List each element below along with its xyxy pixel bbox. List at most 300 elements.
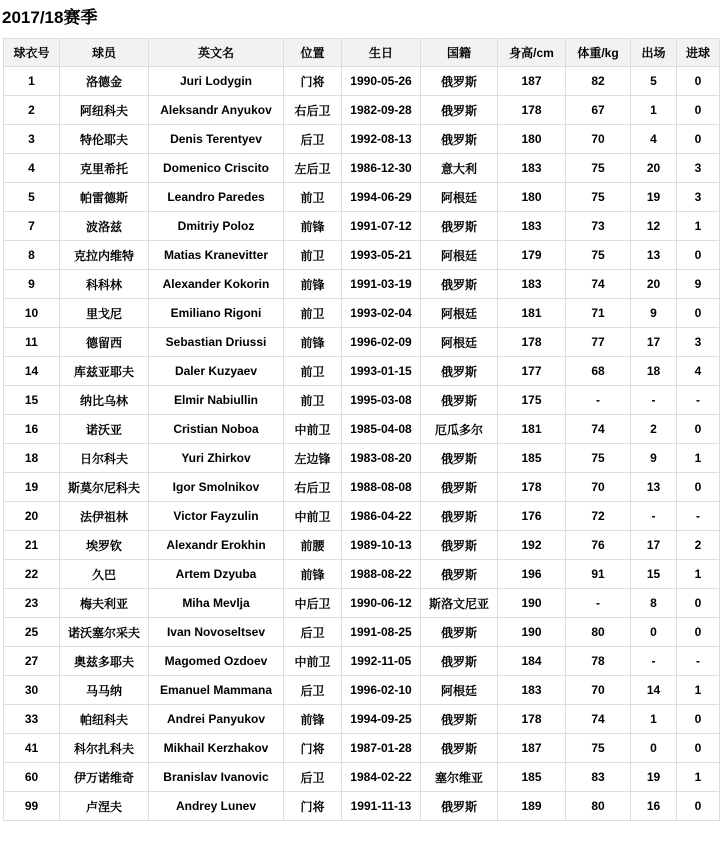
- cell-birthday: 1996-02-10: [342, 676, 421, 705]
- cell-birthday: 1987-01-28: [342, 734, 421, 763]
- cell-birthday: 1991-11-13: [342, 792, 421, 821]
- table-row: [4, 270, 720, 299]
- cell-player-name: 诺沃塞尔采夫: [60, 618, 149, 647]
- cell-goals: 0: [677, 125, 720, 154]
- cell-player-name: 纳比乌林: [60, 386, 149, 415]
- cell-birthday: 1995-03-08: [342, 386, 421, 415]
- cell-english-name: Emanuel Mammana: [149, 676, 284, 705]
- cell-jersey-number: 23: [4, 589, 60, 618]
- cell-english-name: Matias Kranevitter: [149, 241, 284, 270]
- cell-nationality: 阿根廷: [421, 241, 498, 270]
- cell-appearances: 20: [631, 154, 677, 183]
- cell-player-name: 科尔扎科夫: [60, 734, 149, 763]
- table-row: [4, 763, 720, 792]
- cell-goals: 0: [677, 241, 720, 270]
- cell-nationality: 意大利: [421, 154, 498, 183]
- cell-height: 183: [498, 154, 566, 183]
- cell-height: 177: [498, 357, 566, 386]
- cell-player-name: 阿纽科夫: [60, 96, 149, 125]
- cell-position: 前腰: [284, 531, 342, 560]
- cell-position: 中前卫: [284, 502, 342, 531]
- cell-weight: 74: [566, 705, 631, 734]
- table-row: [4, 96, 720, 125]
- cell-goals: 0: [677, 67, 720, 96]
- cell-jersey-number: 19: [4, 473, 60, 502]
- table-row: [4, 415, 720, 444]
- table-row: [4, 386, 720, 415]
- cell-english-name: Alexander Kokorin: [149, 270, 284, 299]
- cell-weight: 82: [566, 67, 631, 96]
- cell-goals: 3: [677, 328, 720, 357]
- cell-jersey-number: 20: [4, 502, 60, 531]
- table-header: [4, 39, 720, 67]
- cell-nationality: 俄罗斯: [421, 96, 498, 125]
- cell-goals: 3: [677, 183, 720, 212]
- cell-weight: -: [566, 589, 631, 618]
- cell-position: 前卫: [284, 241, 342, 270]
- cell-height: 185: [498, 763, 566, 792]
- cell-goals: 0: [677, 299, 720, 328]
- season-roster-table: [3, 38, 720, 821]
- cell-weight: 70: [566, 676, 631, 705]
- cell-birthday: 1992-11-05: [342, 647, 421, 676]
- table-row: [4, 183, 720, 212]
- cell-weight: 75: [566, 241, 631, 270]
- cell-jersey-number: 10: [4, 299, 60, 328]
- cell-position: 后卫: [284, 618, 342, 647]
- cell-height: 178: [498, 473, 566, 502]
- column-header-nationality: 国籍: [421, 39, 498, 67]
- cell-english-name: Miha Mevlja: [149, 589, 284, 618]
- cell-goals: 1: [677, 444, 720, 473]
- cell-appearances: 15: [631, 560, 677, 589]
- cell-jersey-number: 21: [4, 531, 60, 560]
- cell-weight: 72: [566, 502, 631, 531]
- cell-birthday: 1985-04-08: [342, 415, 421, 444]
- cell-nationality: 俄罗斯: [421, 270, 498, 299]
- cell-position: 左边锋: [284, 444, 342, 473]
- cell-player-name: 卢涅夫: [60, 792, 149, 821]
- cell-player-name: 诺沃亚: [60, 415, 149, 444]
- cell-goals: 0: [677, 734, 720, 763]
- cell-appearances: -: [631, 647, 677, 676]
- cell-height: 183: [498, 270, 566, 299]
- table-row: [4, 67, 720, 96]
- cell-height: 192: [498, 531, 566, 560]
- cell-weight: 74: [566, 270, 631, 299]
- cell-position: 前锋: [284, 270, 342, 299]
- cell-nationality: 阿根廷: [421, 676, 498, 705]
- cell-height: 178: [498, 328, 566, 357]
- cell-nationality: 俄罗斯: [421, 734, 498, 763]
- cell-appearances: 5: [631, 67, 677, 96]
- cell-jersey-number: 5: [4, 183, 60, 212]
- cell-player-name: 马马纳: [60, 676, 149, 705]
- cell-birthday: 1993-05-21: [342, 241, 421, 270]
- table-row: [4, 705, 720, 734]
- column-header-player-name: 球员: [60, 39, 149, 67]
- cell-nationality: 俄罗斯: [421, 618, 498, 647]
- cell-jersey-number: 25: [4, 618, 60, 647]
- cell-jersey-number: 33: [4, 705, 60, 734]
- table-row: [4, 531, 720, 560]
- cell-appearances: 14: [631, 676, 677, 705]
- cell-appearances: 0: [631, 734, 677, 763]
- cell-weight: 75: [566, 734, 631, 763]
- cell-birthday: 1988-08-08: [342, 473, 421, 502]
- cell-position: 中前卫: [284, 415, 342, 444]
- cell-jersey-number: 1: [4, 67, 60, 96]
- cell-appearances: 19: [631, 763, 677, 792]
- cell-height: 176: [498, 502, 566, 531]
- cell-appearances: 4: [631, 125, 677, 154]
- cell-nationality: 俄罗斯: [421, 792, 498, 821]
- cell-english-name: Ivan Novoseltsev: [149, 618, 284, 647]
- cell-jersey-number: 9: [4, 270, 60, 299]
- cell-nationality: 俄罗斯: [421, 444, 498, 473]
- cell-height: 187: [498, 734, 566, 763]
- cell-english-name: Dmitriy Poloz: [149, 212, 284, 241]
- cell-weight: 68: [566, 357, 631, 386]
- cell-player-name: 奥兹多耶夫: [60, 647, 149, 676]
- cell-jersey-number: 14: [4, 357, 60, 386]
- cell-position: 前锋: [284, 328, 342, 357]
- cell-appearances: 13: [631, 241, 677, 270]
- cell-nationality: 俄罗斯: [421, 357, 498, 386]
- cell-position: 门将: [284, 67, 342, 96]
- cell-nationality: 俄罗斯: [421, 125, 498, 154]
- cell-weight: 74: [566, 415, 631, 444]
- cell-height: 179: [498, 241, 566, 270]
- cell-height: 190: [498, 589, 566, 618]
- cell-player-name: 里戈尼: [60, 299, 149, 328]
- cell-goals: 0: [677, 618, 720, 647]
- table-row: [4, 473, 720, 502]
- cell-appearances: -: [631, 386, 677, 415]
- column-header-jersey-number: 球衣号: [4, 39, 60, 67]
- column-header-height: 身高/cm: [498, 39, 566, 67]
- cell-jersey-number: 60: [4, 763, 60, 792]
- cell-birthday: 1991-08-25: [342, 618, 421, 647]
- cell-player-name: 特伦耶夫: [60, 125, 149, 154]
- cell-english-name: Yuri Zhirkov: [149, 444, 284, 473]
- cell-player-name: 科科林: [60, 270, 149, 299]
- cell-goals: 9: [677, 270, 720, 299]
- cell-goals: 0: [677, 589, 720, 618]
- cell-english-name: Sebastian Driussi: [149, 328, 284, 357]
- cell-player-name: 斯莫尔尼科夫: [60, 473, 149, 502]
- cell-player-name: 帕纽科夫: [60, 705, 149, 734]
- table-row: [4, 647, 720, 676]
- cell-nationality: 俄罗斯: [421, 502, 498, 531]
- cell-goals: 1: [677, 676, 720, 705]
- cell-english-name: Aleksandr Anyukov: [149, 96, 284, 125]
- cell-english-name: Branislav Ivanovic: [149, 763, 284, 792]
- cell-nationality: 塞尔维亚: [421, 763, 498, 792]
- cell-player-name: 久巴: [60, 560, 149, 589]
- cell-birthday: 1994-09-25: [342, 705, 421, 734]
- cell-position: 门将: [284, 792, 342, 821]
- cell-birthday: 1983-08-20: [342, 444, 421, 473]
- cell-english-name: Alexandr Erokhin: [149, 531, 284, 560]
- table-row: [4, 502, 720, 531]
- cell-position: 前锋: [284, 212, 342, 241]
- cell-appearances: 12: [631, 212, 677, 241]
- cell-birthday: 1984-02-22: [342, 763, 421, 792]
- cell-appearances: 1: [631, 96, 677, 125]
- cell-weight: 91: [566, 560, 631, 589]
- cell-english-name: Andrei Panyukov: [149, 705, 284, 734]
- cell-weight: 77: [566, 328, 631, 357]
- cell-weight: 67: [566, 96, 631, 125]
- cell-nationality: 俄罗斯: [421, 705, 498, 734]
- cell-nationality: 俄罗斯: [421, 647, 498, 676]
- cell-english-name: Victor Fayzulin: [149, 502, 284, 531]
- cell-height: 187: [498, 67, 566, 96]
- cell-player-name: 法伊祖林: [60, 502, 149, 531]
- header-row: [4, 39, 720, 67]
- cell-goals: -: [677, 647, 720, 676]
- cell-appearances: 20: [631, 270, 677, 299]
- cell-appearances: 8: [631, 589, 677, 618]
- table-row: [4, 241, 720, 270]
- table-row: [4, 792, 720, 821]
- cell-position: 左后卫: [284, 154, 342, 183]
- cell-birthday: 1994-06-29: [342, 183, 421, 212]
- table-row: [4, 676, 720, 705]
- column-header-birthday: 生日: [342, 39, 421, 67]
- cell-appearances: 18: [631, 357, 677, 386]
- cell-player-name: 克里希托: [60, 154, 149, 183]
- cell-birthday: 1988-08-22: [342, 560, 421, 589]
- cell-nationality: 厄瓜多尔: [421, 415, 498, 444]
- cell-appearances: 17: [631, 531, 677, 560]
- column-header-english-name: 英文名: [149, 39, 284, 67]
- cell-jersey-number: 30: [4, 676, 60, 705]
- table-row: [4, 589, 720, 618]
- cell-goals: 1: [677, 560, 720, 589]
- cell-weight: 75: [566, 183, 631, 212]
- cell-english-name: Denis Terentyev: [149, 125, 284, 154]
- cell-position: 后卫: [284, 763, 342, 792]
- cell-goals: 0: [677, 792, 720, 821]
- cell-appearances: 9: [631, 444, 677, 473]
- cell-height: 185: [498, 444, 566, 473]
- cell-player-name: 库兹亚耶夫: [60, 357, 149, 386]
- cell-player-name: 梅夫利亚: [60, 589, 149, 618]
- cell-english-name: Igor Smolnikov: [149, 473, 284, 502]
- cell-english-name: Emiliano Rigoni: [149, 299, 284, 328]
- cell-birthday: 1991-07-12: [342, 212, 421, 241]
- cell-jersey-number: 22: [4, 560, 60, 589]
- table-row: [4, 299, 720, 328]
- column-header-goals: 进球: [677, 39, 720, 67]
- cell-weight: -: [566, 386, 631, 415]
- column-header-weight: 体重/kg: [566, 39, 631, 67]
- cell-jersey-number: 3: [4, 125, 60, 154]
- cell-height: 180: [498, 183, 566, 212]
- cell-height: 175: [498, 386, 566, 415]
- cell-height: 183: [498, 676, 566, 705]
- table-row: [4, 212, 720, 241]
- cell-english-name: Domenico Criscito: [149, 154, 284, 183]
- table-row: [4, 154, 720, 183]
- table-row: [4, 444, 720, 473]
- cell-player-name: 埃罗钦: [60, 531, 149, 560]
- cell-position: 前锋: [284, 705, 342, 734]
- cell-birthday: 1990-06-12: [342, 589, 421, 618]
- cell-player-name: 波洛兹: [60, 212, 149, 241]
- cell-jersey-number: 7: [4, 212, 60, 241]
- cell-player-name: 克拉内维特: [60, 241, 149, 270]
- cell-height: 181: [498, 415, 566, 444]
- cell-english-name: Elmir Nabiullin: [149, 386, 284, 415]
- cell-nationality: 俄罗斯: [421, 386, 498, 415]
- cell-player-name: 日尔科夫: [60, 444, 149, 473]
- cell-position: 前锋: [284, 560, 342, 589]
- column-header-position: 位置: [284, 39, 342, 67]
- cell-appearances: 13: [631, 473, 677, 502]
- cell-weight: 76: [566, 531, 631, 560]
- table-row: [4, 357, 720, 386]
- cell-english-name: Daler Kuzyaev: [149, 357, 284, 386]
- cell-player-name: 帕雷德斯: [60, 183, 149, 212]
- cell-goals: -: [677, 386, 720, 415]
- cell-birthday: 1996-02-09: [342, 328, 421, 357]
- cell-goals: 2: [677, 531, 720, 560]
- cell-weight: 70: [566, 473, 631, 502]
- cell-birthday: 1993-02-04: [342, 299, 421, 328]
- table-row: [4, 125, 720, 154]
- cell-position: 后卫: [284, 125, 342, 154]
- cell-position: 门将: [284, 734, 342, 763]
- cell-appearances: 2: [631, 415, 677, 444]
- cell-english-name: Leandro Paredes: [149, 183, 284, 212]
- cell-jersey-number: 8: [4, 241, 60, 270]
- column-header-appearances: 出场: [631, 39, 677, 67]
- cell-goals: 3: [677, 154, 720, 183]
- cell-position: 右后卫: [284, 96, 342, 125]
- cell-height: 180: [498, 125, 566, 154]
- cell-height: 196: [498, 560, 566, 589]
- cell-weight: 73: [566, 212, 631, 241]
- cell-player-name: 德留西: [60, 328, 149, 357]
- cell-position: 右后卫: [284, 473, 342, 502]
- cell-weight: 75: [566, 154, 631, 183]
- cell-english-name: Artem Dzyuba: [149, 560, 284, 589]
- cell-birthday: 1986-12-30: [342, 154, 421, 183]
- cell-nationality: 俄罗斯: [421, 531, 498, 560]
- cell-height: 184: [498, 647, 566, 676]
- cell-height: 183: [498, 212, 566, 241]
- table-row: [4, 734, 720, 763]
- cell-player-name: 洛德金: [60, 67, 149, 96]
- cell-english-name: Mikhail Kerzhakov: [149, 734, 284, 763]
- cell-goals: 0: [677, 473, 720, 502]
- cell-jersey-number: 15: [4, 386, 60, 415]
- cell-nationality: 阿根廷: [421, 328, 498, 357]
- cell-goals: 1: [677, 763, 720, 792]
- cell-weight: 70: [566, 125, 631, 154]
- cell-nationality: 斯洛文尼亚: [421, 589, 498, 618]
- cell-jersey-number: 4: [4, 154, 60, 183]
- cell-nationality: 阿根廷: [421, 299, 498, 328]
- cell-position: 前卫: [284, 386, 342, 415]
- cell-nationality: 俄罗斯: [421, 473, 498, 502]
- cell-appearances: 16: [631, 792, 677, 821]
- cell-birthday: 1989-10-13: [342, 531, 421, 560]
- cell-position: 中后卫: [284, 589, 342, 618]
- cell-jersey-number: 18: [4, 444, 60, 473]
- page-title: 2017/18赛季: [2, 8, 98, 27]
- cell-jersey-number: 41: [4, 734, 60, 763]
- table-row: [4, 328, 720, 357]
- cell-birthday: 1992-08-13: [342, 125, 421, 154]
- cell-jersey-number: 99: [4, 792, 60, 821]
- cell-birthday: 1993-01-15: [342, 357, 421, 386]
- cell-birthday: 1990-05-26: [342, 67, 421, 96]
- cell-weight: 83: [566, 763, 631, 792]
- cell-position: 前卫: [284, 299, 342, 328]
- cell-nationality: 俄罗斯: [421, 67, 498, 96]
- table-row: [4, 560, 720, 589]
- cell-appearances: -: [631, 502, 677, 531]
- cell-jersey-number: 16: [4, 415, 60, 444]
- cell-height: 190: [498, 618, 566, 647]
- cell-height: 189: [498, 792, 566, 821]
- cell-english-name: Juri Lodygin: [149, 67, 284, 96]
- cell-jersey-number: 2: [4, 96, 60, 125]
- cell-birthday: 1986-04-22: [342, 502, 421, 531]
- cell-appearances: 1: [631, 705, 677, 734]
- table-body: [4, 67, 720, 821]
- cell-height: 178: [498, 705, 566, 734]
- cell-jersey-number: 11: [4, 328, 60, 357]
- cell-weight: 80: [566, 618, 631, 647]
- cell-goals: 0: [677, 415, 720, 444]
- cell-goals: 4: [677, 357, 720, 386]
- cell-height: 181: [498, 299, 566, 328]
- cell-appearances: 0: [631, 618, 677, 647]
- cell-jersey-number: 27: [4, 647, 60, 676]
- cell-weight: 71: [566, 299, 631, 328]
- cell-english-name: Cristian Noboa: [149, 415, 284, 444]
- cell-player-name: 伊万诺维奇: [60, 763, 149, 792]
- cell-position: 前卫: [284, 357, 342, 386]
- cell-appearances: 9: [631, 299, 677, 328]
- cell-position: 前卫: [284, 183, 342, 212]
- cell-weight: 75: [566, 444, 631, 473]
- cell-position: 后卫: [284, 676, 342, 705]
- cell-goals: 0: [677, 705, 720, 734]
- cell-appearances: 17: [631, 328, 677, 357]
- cell-goals: -: [677, 502, 720, 531]
- cell-nationality: 俄罗斯: [421, 560, 498, 589]
- cell-birthday: 1991-03-19: [342, 270, 421, 299]
- cell-english-name: Andrey Lunev: [149, 792, 284, 821]
- cell-birthday: 1982-09-28: [342, 96, 421, 125]
- table-row: [4, 618, 720, 647]
- cell-weight: 78: [566, 647, 631, 676]
- cell-goals: 1: [677, 212, 720, 241]
- cell-nationality: 阿根廷: [421, 183, 498, 212]
- cell-position: 中前卫: [284, 647, 342, 676]
- cell-english-name: Magomed Ozdoev: [149, 647, 284, 676]
- cell-nationality: 俄罗斯: [421, 212, 498, 241]
- cell-weight: 80: [566, 792, 631, 821]
- cell-height: 178: [498, 96, 566, 125]
- cell-appearances: 19: [631, 183, 677, 212]
